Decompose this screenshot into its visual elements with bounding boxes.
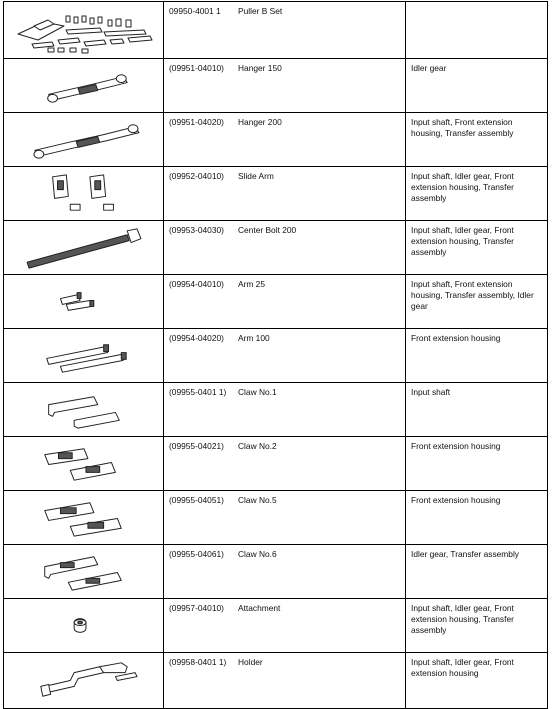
table-row — [4, 112, 547, 166]
part-number: (09953-04030) — [169, 225, 224, 235]
applicable-part: Input shaft, Idler gear, Front extension housing — [411, 657, 514, 678]
part-number: (09955-04021) — [169, 441, 224, 451]
part-number: (09957-04010) — [169, 603, 224, 613]
claw-no5-icon — [4, 491, 164, 544]
part-number: (09954-04010) — [169, 279, 224, 289]
tool-name: Claw No.2 — [238, 441, 277, 451]
applicable-part: Input shaft — [411, 387, 451, 397]
part-number: (09955-0401 1) — [169, 387, 227, 397]
table-row — [4, 436, 547, 490]
tool-name: Puller B Set — [238, 6, 283, 16]
part-number: (09951-04010) — [169, 63, 224, 73]
tool-name: Center Bolt 200 — [238, 225, 297, 235]
applicable-part: Input shaft, Idler gear, Front extension housing, Transfer assembly — [411, 603, 514, 635]
applicable-part: Idler gear, Transfer assembly — [411, 549, 519, 559]
applicable-part: Input shaft, Idler gear, Front extension housing, Transfer assembly — [411, 225, 514, 257]
table-row — [4, 166, 547, 220]
tool-name: Hanger 150 — [238, 63, 282, 73]
tool-name: Claw No.1 — [238, 387, 277, 397]
tool-name: Arm 100 — [238, 333, 270, 343]
claw-no6-icon — [4, 545, 164, 598]
tool-name: Holder — [238, 657, 263, 667]
holder-icon — [4, 653, 164, 708]
tool-name: Claw No.5 — [238, 495, 277, 505]
table-row — [4, 544, 547, 598]
tool-name: Arm 25 — [238, 279, 265, 289]
tool-name: Hanger 200 — [238, 117, 282, 127]
part-number: (09955-04051) — [169, 495, 224, 505]
applicable-part: Input shaft, Idler gear, Front extension housing, Transfer assembly — [411, 171, 514, 203]
hanger-150-icon — [4, 59, 164, 112]
table-row — [4, 598, 547, 652]
hanger-200-icon — [4, 113, 164, 166]
table-row — [4, 382, 547, 436]
tool-name: Slide Arm — [238, 171, 274, 181]
tool-name: Claw No.6 — [238, 549, 277, 559]
applicable-part — [406, 2, 547, 6]
table-row — [4, 220, 547, 274]
part-number: (09951-04020) — [169, 117, 224, 127]
table-row — [4, 274, 547, 328]
claw-no2-icon — [4, 437, 164, 490]
part-number: (09954-04020) — [169, 333, 224, 343]
slide-arm-icon — [4, 167, 164, 220]
table-row — [4, 2, 547, 58]
tool-illustration-cell — [4, 2, 164, 58]
arm-100-icon — [4, 329, 164, 382]
part-number: (09952-04010) — [169, 171, 224, 181]
part-number: (09955-04061) — [169, 549, 224, 559]
attachment-icon — [4, 599, 164, 652]
table-row — [4, 490, 547, 544]
table-row — [4, 652, 547, 708]
puller-b-set-icon — [4, 2, 164, 58]
table-row — [4, 58, 547, 112]
applicable-part: Idler gear — [411, 63, 447, 73]
applicable-part: Front extension housing — [411, 495, 501, 505]
table-row — [4, 328, 547, 382]
applicable-part: Front extension housing — [411, 441, 501, 451]
claw-no1-icon — [4, 383, 164, 436]
applicable-part: Input shaft, Front extension housing, Transfer assembly, Idler gear — [411, 279, 534, 311]
tool-name: Attachment — [238, 603, 281, 613]
center-bolt-icon — [4, 221, 164, 274]
applicable-part: Front extension housing — [411, 333, 501, 343]
part-number: (09958-0401 1) — [169, 657, 227, 667]
applicable-part: Input shaft, Front extension housing, Transfer assembly — [411, 117, 514, 138]
arm-25-icon — [4, 275, 164, 328]
part-number: 09950-4001 1 — [169, 6, 221, 16]
tool-table — [3, 1, 548, 709]
